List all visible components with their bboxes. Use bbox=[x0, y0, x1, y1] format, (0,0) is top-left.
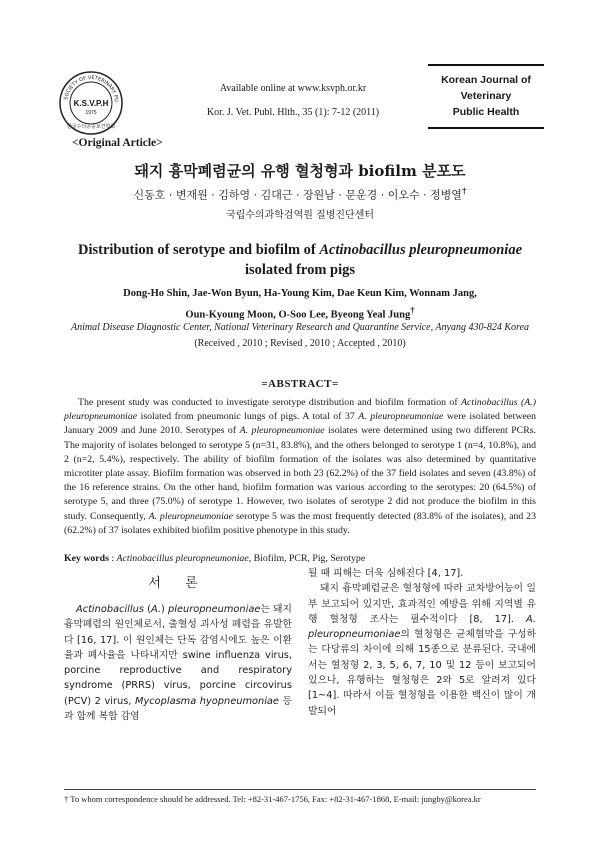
intro-species-abbr: A. bbox=[150, 604, 161, 615]
intro-right-p2b: 의 혈청형은 균체협막을 구성하는 다당류의 차이에 의해 15종으로 분류된다. 국내에서는 혈청형 2, 3, 5, 6, 7, 10 및 12 등이 보고되어 있으나, 유행하는 혈청형은 2와 5로 알려져 있다 [1~4]. 따라서 이들 혈청형을 이용한 백신이 많이 개발되어 bbox=[308, 629, 536, 717]
authors-english-line2: Oun-Kyoung Moon, O-Soo Lee, Byeong Yeal Jung bbox=[185, 309, 411, 321]
svg-text:THE KOREAN SOCIETY OF VETERINA bbox=[58, 70, 119, 103]
footnote-text: To whom correspondence should be addressed. Tel: +82-31-467-1756, Fax: +82-31-467-1868, E-mail: jungby@korea.kr bbox=[70, 794, 481, 804]
title-korean: 돼지 흉막폐렴균의 유행 혈청형과 biofilm 분포도 bbox=[134, 162, 466, 180]
authors-english-line1: Dong-Ho Shin, Jae-Won Byun, Ha-Young Kim, Dae Keun Kim, Wonnam Jang, bbox=[123, 288, 477, 299]
footnote bbox=[64, 794, 536, 804]
intro-right-p2a: 돼지 흉막폐렴균은 혈청형에 따라 교차방어능이 일부 보고되어 있지만, 효과적인 예방을 위해 지역별 유행 혈청형 조사는 필수적이다 [8, 17]. bbox=[308, 583, 536, 625]
intro-text-2: ) bbox=[160, 604, 169, 615]
journal-line-1: Korean Journal of bbox=[441, 74, 531, 86]
abstract-text-1: The present study was conducted to investigate serotype distribution and biofilm formation of bbox=[78, 397, 462, 408]
intro-mycoplasma: Mycoplasma hyopneumoniae bbox=[135, 695, 279, 707]
abstract-text-2: isolated from pneumonic lungs of pigs. A total of 37 bbox=[137, 411, 359, 423]
abstract-text-4: isolates were determined using two different PCRs. The majority of isolates belonged to serotype 5 (n=31, 83.8%), and the others belonged to serotype 1 (n=4, 10.8%), and 2 (n=2, 5.4%), respectively. The ability of biofilm formation of the isolates was also determined by quantitative microtiter plate assay. Biofilm formation was observed in both 23 (62.2%) of the 37 field isolates and seven (43.8%) of the 16 reference strains. On the other hand, biofilm formation was various according to the serotypes: 20 (64.5%) of serotype 5, and three (75.0%) of serotype 1. However, two isolates of serotype 2 did not produce the biofilm in this study. Consequently, bbox=[64, 425, 536, 522]
intro-right-species: A. pleuropneumoniae bbox=[308, 613, 536, 641]
abstract-body bbox=[64, 396, 536, 538]
journal-name-box bbox=[428, 64, 544, 129]
title-english bbox=[0, 240, 600, 280]
logo-bottom-text: 한국수의공중보건학회 bbox=[66, 124, 116, 130]
abstract-species-3: A. pleuropneumoniae bbox=[239, 425, 325, 437]
abstract-text-3: were isolated between January 2009 and June 2010. Serotypes of bbox=[64, 411, 536, 437]
keywords-label: Key words bbox=[64, 553, 109, 564]
keywords-sep: : bbox=[108, 553, 117, 564]
intro-species-name: pleuropneumoniae bbox=[168, 604, 261, 615]
society-logo bbox=[58, 70, 124, 136]
journal-line-2: Veterinary bbox=[460, 90, 512, 102]
footnote-dagger: † bbox=[64, 794, 69, 804]
header-citation: Kor. J. Vet. Publ. Hlth., 35 (1): 7-12 (2011) bbox=[206, 107, 380, 118]
intro-left-column bbox=[64, 602, 292, 724]
abstract-heading: =ABSTRACT= bbox=[261, 378, 339, 390]
intro-text-1: ( bbox=[143, 604, 151, 615]
footnote-divider bbox=[64, 789, 536, 790]
logo-center-text: K.S.V.P.H bbox=[73, 99, 109, 108]
section-heading-intro: 서 론 bbox=[148, 576, 208, 591]
journal-line-3: Public Health bbox=[452, 106, 520, 118]
article-type: <Original Article> bbox=[72, 137, 163, 149]
abstract-text-5: serotype 5 was the most frequently detected (83.8% of the isolates), and 23 (62.2%) of 37 isolates exhibited biofilm positive phenotype in this study. bbox=[64, 510, 536, 536]
intro-text-4: 등과 함께 복합 감염 bbox=[64, 695, 292, 723]
society-seal-icon bbox=[58, 70, 124, 136]
abstract-species-1: Actinobacillus (A.) pleuropneumoniae bbox=[64, 397, 536, 423]
keywords bbox=[64, 553, 536, 564]
intro-text-3: 는 돼지 흉막폐렴의 원인체로서, 출혈성 괴사성 폐렴을 유발한다 [16, 17]. 이 원인체는 단독 감염시에도 높은 이환율과 폐사율을 나타내지만 swine influenza virus, porcine reproductive and respiratory syndrome (PRRS) virus, porcine circovirus (PCV) 2 virus, bbox=[64, 604, 292, 707]
authors-english bbox=[0, 286, 600, 324]
header-available: Available online at www.ksvph.or.kr bbox=[219, 83, 367, 94]
keywords-rest: , Biofilm, PCR, Pig, Serotype bbox=[248, 553, 366, 564]
authors-korean bbox=[0, 186, 600, 203]
corresponding-dagger: † bbox=[461, 186, 467, 197]
abstract-species-2: A. pleuropneumoniae bbox=[358, 411, 444, 423]
logo-year: 1975 bbox=[85, 110, 97, 116]
logo-top-text: SOCIETY OF VETERINARY PU bbox=[63, 74, 120, 103]
title-english-species: Actinobacillus pleuropneumoniae bbox=[319, 242, 523, 258]
received-dates: (Received , 2010 ; Revised , 2010 ; Accepted , 2010) bbox=[194, 338, 406, 349]
title-english-line2: isolated from pigs bbox=[244, 262, 356, 278]
abstract-species-4: A. pleuropneumoniae bbox=[148, 510, 234, 522]
intro-species-genus: Actinobacillus bbox=[76, 604, 144, 615]
intro-right-column bbox=[308, 566, 536, 719]
affiliation-english: Animal Disease Diagnostic Center, National Veterinary Research and Quarantine Service, Anyang 430-824 Korea bbox=[71, 322, 529, 333]
title-english-line1: Distribution of serotype and biofilm of bbox=[77, 242, 320, 258]
authors-korean-names: 신동호 · 변재원 · 김하영 · 김대근 · 장원남 · 문운경 · 이오수 · 정병열 bbox=[133, 188, 462, 202]
affiliation-korean: 국립수의과학검역원 질병진단센터 bbox=[225, 210, 375, 221]
intro-right-p1: 될 때 피해는 더욱 심해진다 [4, 17]. bbox=[308, 568, 464, 579]
keywords-species: Actinobacillus pleuropneumoniae bbox=[116, 553, 249, 564]
corresponding-dagger-en: † bbox=[410, 305, 415, 315]
